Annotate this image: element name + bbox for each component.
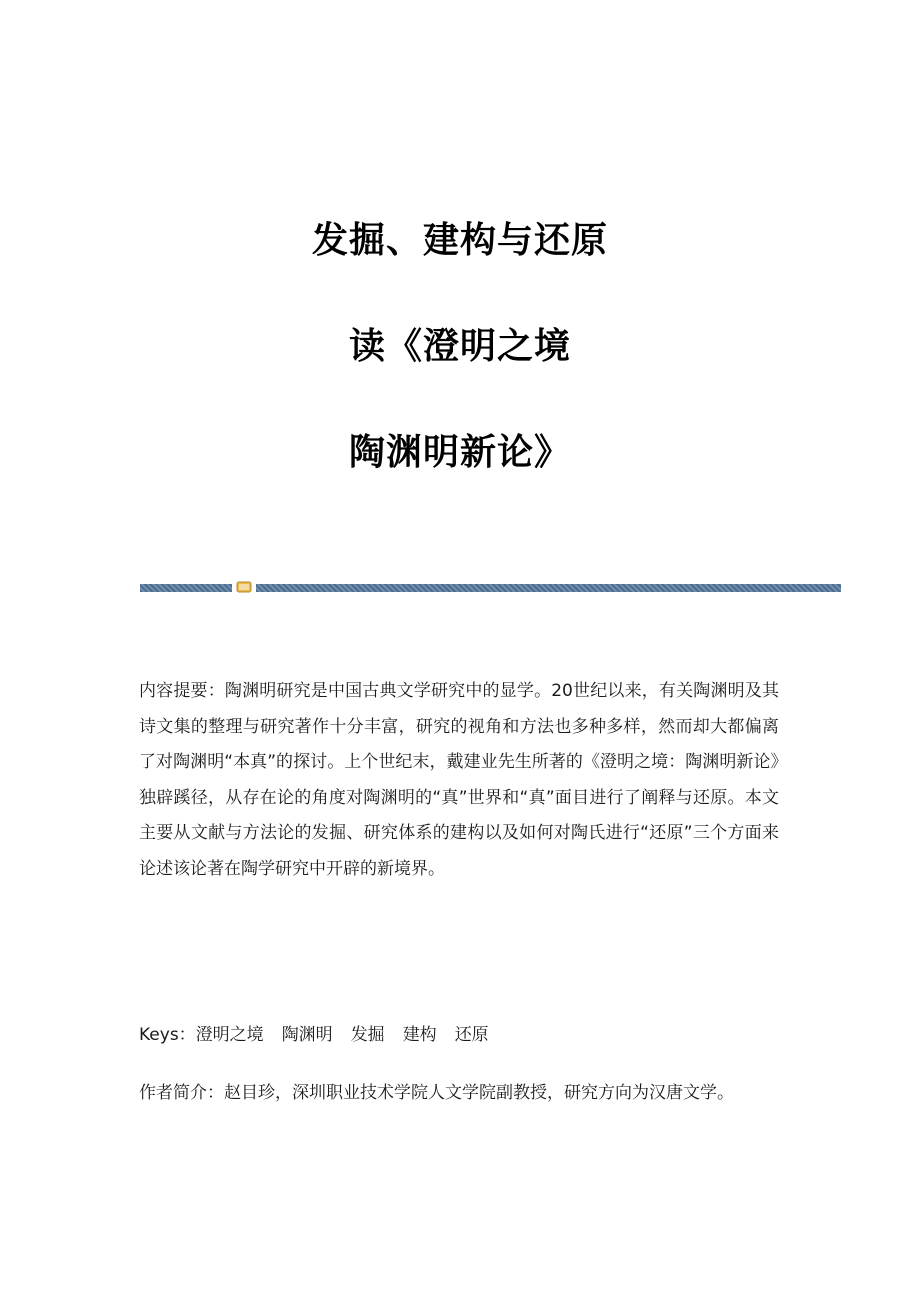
title-line-3: 陶渊明新论》 [348,431,571,473]
abstract-text: 陶渊明研究是中国古典文学研究中的显学。20世纪以来，有关陶渊明及其诗文集的整理与研究著作十分丰富，研究的视角和方法也多种多样，然而却大都偏离了对陶渊明“本真”的探讨。上个世纪末，戴建业先生所著的《澄明之境：陶渊明新论》独辟蹊径，从存在论的角度对陶渊明的“真”世界和“真”面目进行了阐释与还原。本文主要从文献与方法论的发掘、研究体系的建构以及如何对陶氏进行“还原”三个方面来论述该论著在陶学研究中开辟的新境界。 [139,681,779,879]
divider-right [256,584,841,592]
abstract-label: 内容提要： [139,681,225,701]
title-line-2: 读《澄明之境 [348,325,571,367]
divider-emblem-icon [236,580,252,594]
keyword: 陶渊明 [281,1025,333,1045]
keyword: 澄明之境 [195,1025,264,1045]
keyword: 发掘 [350,1025,385,1045]
keywords [139,1019,799,1051]
author-label: 作者简介： [139,1083,224,1103]
keyword: 建构 [402,1025,437,1045]
keywords-label: Keys： [139,1025,196,1045]
title-line-1: 发掘、建构与还原 [311,219,608,261]
divider-left [140,584,232,592]
abstract [139,674,779,888]
keyword: 还原 [454,1025,489,1045]
author-intro [139,1076,769,1110]
author-text: 赵目珍，深圳职业技术学院人文学院副教授，研究方向为汉唐文学。 [224,1083,734,1103]
